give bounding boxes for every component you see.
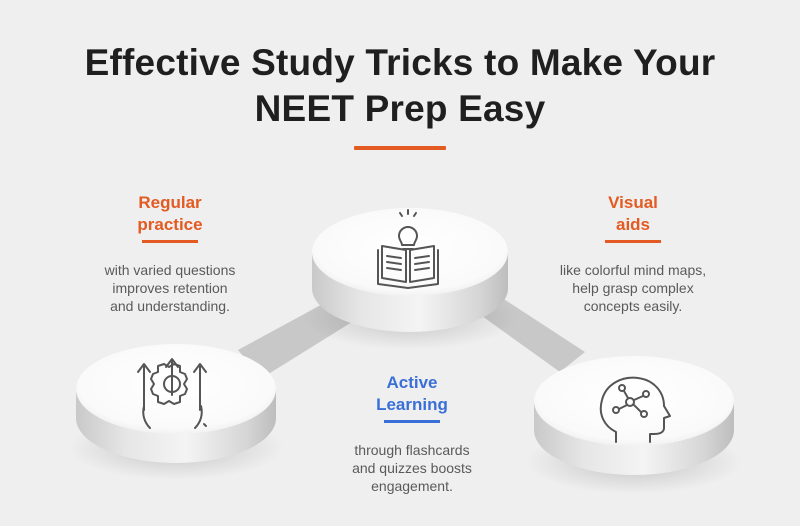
regular-practice-underline bbox=[142, 240, 198, 243]
regular-practice-heading: Regular practice bbox=[137, 193, 203, 234]
active-learning-underline bbox=[384, 420, 440, 423]
title-line-2: NEET Prep Easy bbox=[254, 88, 546, 129]
active-learning-heading: Active Learning bbox=[376, 373, 448, 414]
regular-practice-description: with varied questions improves retention and understanding. bbox=[104, 262, 236, 314]
title-line-1: Effective Study Tricks to Make Your bbox=[84, 42, 716, 83]
visual-aids-heading: Visual aids bbox=[608, 193, 658, 234]
visual-aids-underline bbox=[605, 240, 661, 243]
active-learning-description: through flashcards and quizzes boosts engagement. bbox=[352, 442, 472, 494]
visual-aids-description: like colorful mind maps, help grasp complex concepts easily. bbox=[559, 262, 707, 314]
